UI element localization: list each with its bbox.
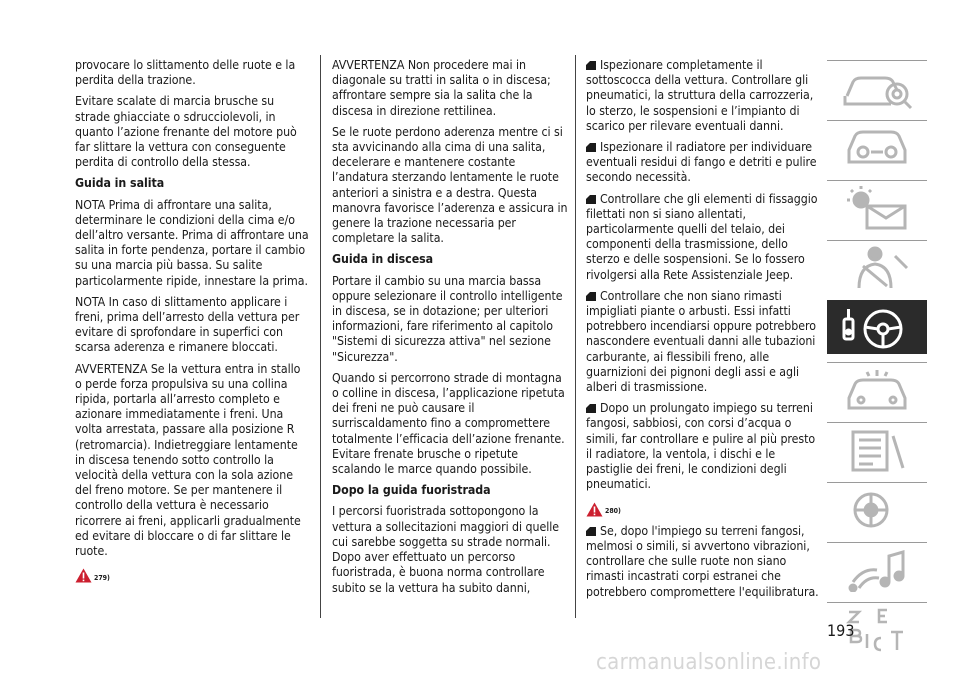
text-column-1 [75, 58, 310, 591]
warning-lights-message-icon [841, 186, 913, 230]
bullet-marker-icon [586, 195, 596, 204]
chapter-tab-starting-driving[interactable] [827, 300, 927, 354]
chapter-tab-dashboard[interactable] [827, 120, 927, 172]
chapter-tab-warning-lights[interactable] [827, 180, 927, 232]
warning-number: 279) [94, 574, 110, 583]
paragraph: Evitare scalate di marcia brusche su strade ghiacciate o sdrucciolevoli, in quanto l’azione frenante del motore può far slittare la vettura con conseguente perdita di controllo della stessa. [75, 94, 297, 170]
bullet-item: Dopo un prolungato impiego su terreni fangosi, sabbiosi, con corsi d’acqua o simili, far controllare e pulire al più presto il radiatore, la ventola, i dischi e le pastiglie dei freni, le condizioni degli pneumatici. [586, 401, 816, 492]
chapter-tab-multimedia[interactable] [827, 542, 927, 594]
section-heading-after-offroad: Dopo la guida fuoristrada [332, 483, 491, 498]
chapter-tabs [827, 60, 927, 662]
watermark-text: carmanualsonline.info [596, 650, 822, 675]
bullet-marker-icon [586, 143, 596, 152]
chapter-tab-safety[interactable] [827, 240, 927, 292]
seatbelt-safety-icon [841, 246, 913, 290]
warning-number: 280) [605, 507, 621, 516]
technical-data-icon [841, 488, 913, 532]
bullet-marker-icon [586, 404, 596, 413]
bullet-marker-icon [586, 292, 596, 301]
bullet-item: Ispezionare il radiatore per individuare eventuali residui di fango e detriti e pulire secondo necessità. [586, 140, 817, 185]
chapter-tab-maintenance[interactable] [827, 422, 927, 474]
warning-triangle-icon [586, 502, 603, 517]
column-divider [575, 55, 576, 618]
paragraph: Se le ruote perdono aderenza mentre ci si sta avvicinando alla cima di una salita, decelerare e mantenere costante l’andatura sterzando lentamente le ruote anteriori a sinistra e a destra. Questa manovra favorisce l’aderenza e assicura in genere la trazione necessaria per completare la salita. [332, 124, 568, 246]
column-divider [320, 55, 321, 618]
chapter-tab-technical-data[interactable] [827, 482, 927, 534]
bullet-item: Ispezionare completamente il sottoscocca della vettura. Controllare gli pneumatici, la struttura della carrozzeria, lo sterzo, le sospensioni e l’impianto di scarico per rilevare eventuali danni. [586, 58, 814, 133]
note-paragraph: NOTA In caso di slittamento applicare i freni, prima dell’arresto della vettura per evitare di sprofondare in superfici con scarsa aderenza e rimanere bloccati. [75, 294, 300, 355]
bullet-item: Controllare che non siano rimasti impigliati piante o arbusti. Essi infatti potrebbero incendiarsi oppure potrebbero nascondere eventuali danni alle tubazioni carburante, ai flessibili freno, alle guarnizioni dei pignoni degli assi e agli alberi di trasmissione. [586, 288, 816, 395]
bullet-marker-icon [586, 527, 596, 536]
warning-reference [75, 565, 310, 586]
warning-paragraph: AVVERTENZA Non procedere mai in diagonale su tratti in salita o in discesa; affrontare sempre sia la salita che la discesa in direzione rettilinea. [332, 58, 551, 118]
chapter-tab-car-info[interactable] [827, 60, 927, 112]
section-heading-uphill: Guida in salita [75, 176, 165, 191]
chapter-tab-emergency[interactable] [827, 362, 927, 414]
steering-wheel-key-icon [841, 305, 913, 353]
section-heading-downhill: Guida in discesa [332, 252, 434, 267]
bullet-item: Controllare che gli elementi di fissaggio filettati non si siano allentati, particolarmente quelli del telaio, dei componenti della trasmissione, dello sterzo e delle sospensioni. Se lo fossero rivolgersi alla Rete Assistenziale Jeep. [586, 191, 818, 282]
warning-triangle-icon [75, 568, 92, 583]
warning-reference [586, 498, 821, 519]
paragraph: Portare il cambio su una marcia bassa oppure selezionare il controllo intelligente in discesa, se in dotazione; per ulteriori informazioni, fare riferimento al capitolo "Sistemi di sicurezza attiva" nel sezione "Sicurezza". [332, 273, 563, 364]
multimedia-icon [841, 548, 913, 592]
car-dashboard-icon [841, 126, 913, 170]
text-column-2 [332, 58, 568, 602]
paragraph: Quando si percorrono strade di montagna o colline in discesa, l’applicazione ripetuta dei freni ne può causare il surriscaldamento fino a compromettere totalmente l’efficacia dell’azione frenante. Evitare frenate brusche o ripetute scalando le marce quando possibile. [332, 370, 565, 477]
emergency-car-icon [841, 368, 913, 412]
warning-paragraph: AVVERTENZA Se la vettura entra in stallo o perde forza propulsiva su una collina ripida, portarla all’arresto completo e azionare immediatamente i freni. Una volta arrestata, passare alla posizione R (retromarcia). Indietreggiare lentamente in discesa tenendo sotto controllo la velocità della vettura con la sola azione del freno motore. Se per mantenere il controllo della vettura è necessario ricorrere ai freni, applicarli gradualmente ed evitare di bloccare o di far slittare le ruote. [75, 361, 301, 559]
paragraph: provocare lo slittamento delle ruote e la perdita della trazione. [75, 58, 296, 88]
text-column-3 [586, 58, 821, 606]
note-paragraph: NOTA Prima di affrontare una salita, determinare le condizioni della cima e/o dell’altro versante. Prima di affrontare una salita in forte pendenza, portare il cambio su una marcia più bassa. Su salite particolarmente ripide, innestare la prima. [75, 197, 309, 288]
paragraph: I percorsi fuoristrada sottopongono la vettura a sollecitazioni maggiori di quelle cui sarebbe soggetta su strade normali. Dopo aver effettuato un percorso fuoristrada, è buona norma controllare subito se la vettura ha subito danni, [332, 504, 560, 595]
bullet-item: Se, dopo l'impiego su terreni fangosi, melmosi o simili, si avvertono vibrazioni, controllare che sulle ruote non siano rimasti incastrati corpi estranei che potrebbero compromettere l'equilibratura. [586, 523, 819, 599]
page-number: 193 [827, 621, 855, 640]
bullet-marker-icon [586, 61, 596, 70]
maintenance-checklist-icon [841, 428, 913, 472]
car-info-icon [841, 66, 913, 110]
